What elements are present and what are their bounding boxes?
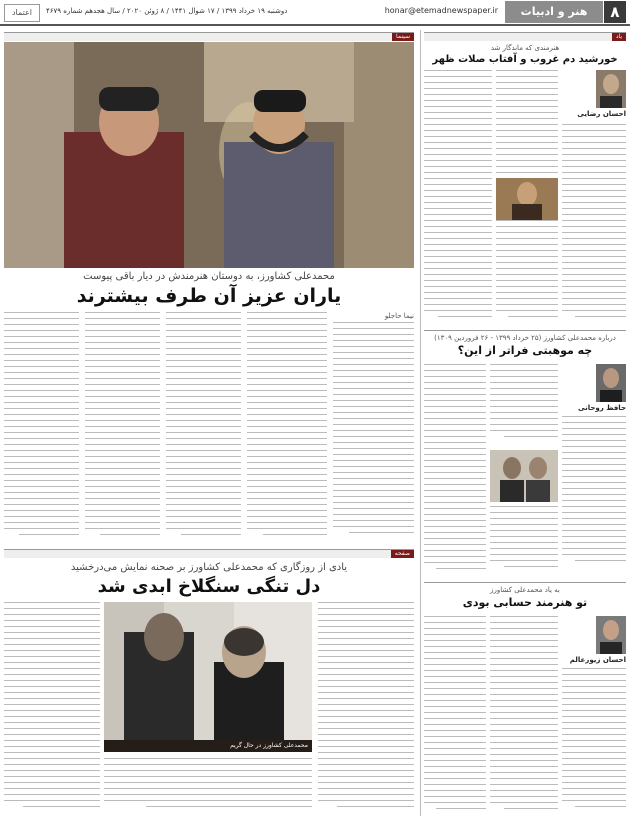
- second-story-tagbar: [4, 549, 414, 558]
- right-column-tag: یاد: [612, 33, 626, 41]
- two-actors-photo: [4, 42, 414, 268]
- photo-caption: محمدعلی کشاورز در حال گریم: [104, 740, 312, 752]
- bottom-article-column: [562, 668, 626, 816]
- top-article-column: [424, 70, 492, 326]
- issue-date: دوشنبه ۱۹ خرداد ۱۳۹۹ / ۱۷ شوال ۱۴۴۱ / ۸ ژوئن ۲۰۲۰ / سال هجدهم شماره ۴۶۷۹: [46, 7, 288, 15]
- second-story-tag: صفحه: [391, 550, 414, 558]
- author-photo: [596, 70, 626, 108]
- author-photo: [596, 616, 626, 654]
- right-column-tagbar: [424, 32, 626, 41]
- section-divider: [424, 330, 626, 331]
- second-story-photo: [104, 602, 312, 752]
- bottom-article-column: [490, 616, 558, 816]
- middle-article-column: [490, 506, 558, 576]
- middle-article-column: [490, 364, 558, 446]
- second-story-column: [104, 758, 312, 816]
- second-story-kicker: یادی از روزگاری که محمدعلی کشاورز بر صحنه نمایش می‌درخشید: [70, 562, 348, 573]
- bottom-article-author: احسان زیورعالم: [569, 656, 626, 664]
- top-article-column: [562, 124, 626, 326]
- makeup-scene-photo: [104, 602, 312, 752]
- top-article-title: خورشید دم غروب و آفتاب صلات ظهر: [432, 54, 618, 65]
- page-number: ۸: [604, 1, 626, 23]
- page-header: [0, 0, 630, 26]
- column-divider: [420, 30, 421, 816]
- middle-article-kicker: درباره محمدعلی کشاورز (۲۵ خرداد ۱۳۹۹ - ۲۶ فروردین ۱۳۰۹): [434, 334, 616, 342]
- middle-article-author: حافظ روحانی: [578, 404, 626, 412]
- middle-article-column: [562, 416, 626, 576]
- newspaper-logo: اعتماد: [4, 4, 40, 22]
- main-story-column: [333, 322, 414, 542]
- author-photo: [596, 364, 626, 402]
- bottom-article-title: تو هنرمند حسابی بودی: [462, 596, 588, 609]
- main-story-tag: سینما: [392, 33, 414, 41]
- section-divider: [424, 582, 626, 583]
- section-title: هنر و ادبیات: [505, 1, 603, 23]
- bottom-article-column: [424, 616, 486, 816]
- top-article-kicker: هنرمندی که ماندگار شد: [490, 44, 560, 52]
- top-article-photo: [496, 178, 558, 220]
- top-article-author: احسان رضایی: [577, 110, 626, 118]
- middle-article-column: [424, 364, 486, 576]
- main-story-tagbar: [4, 32, 414, 41]
- main-story-kicker: محمدعلی کشاورز، به دوستان هنرمندش در دیار باقی پیوست: [83, 271, 335, 282]
- middle-article-photo: [490, 450, 558, 502]
- main-story-byline: نیما حاجلو: [384, 312, 414, 320]
- main-story-column: [85, 312, 160, 542]
- middle-article-title: چه موهبتی فراتر از این؟: [457, 344, 593, 357]
- section-email: honar@etemadnewspaper.ir: [384, 6, 498, 15]
- main-story-column: [166, 312, 241, 542]
- main-story-column: [4, 312, 79, 542]
- main-story-title: یاران عزیز آن طرف بیشترند: [76, 285, 342, 307]
- second-story-title: دل تنگی سنگلاخ ابدی شد: [97, 576, 321, 597]
- main-story-column: [247, 312, 327, 542]
- second-story-column: [4, 602, 100, 816]
- second-story-column: [318, 602, 414, 816]
- bottom-article-kicker: به یاد محمدعلی کشاورز: [490, 586, 560, 594]
- main-story-photo: [4, 42, 414, 268]
